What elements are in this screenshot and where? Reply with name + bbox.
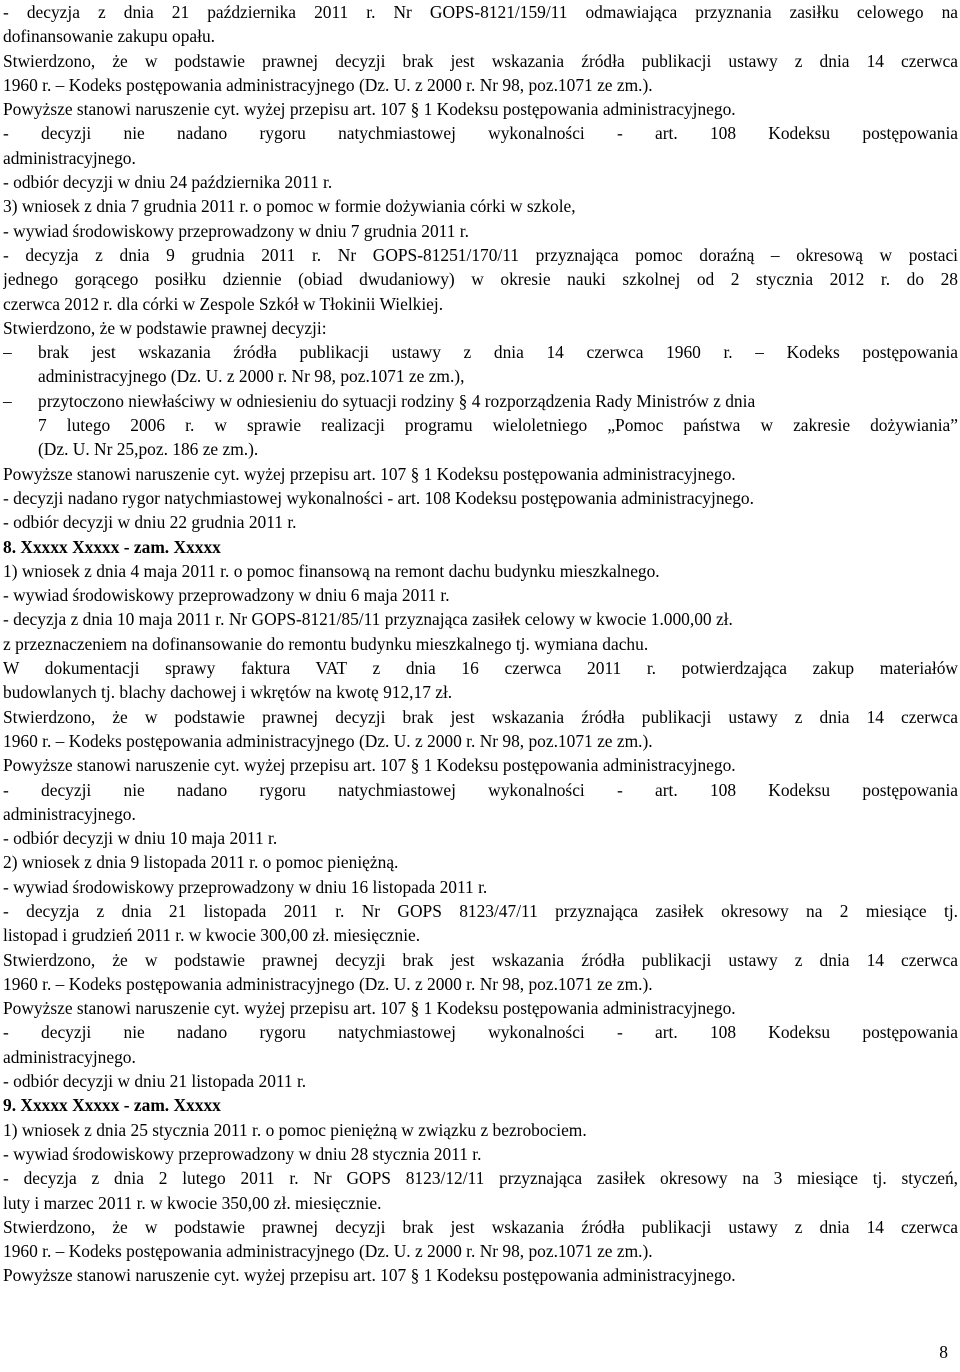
text-line: - wywiad środowiskowy przeprowadzony w dniu 16 listopada 2011 r.: [3, 876, 488, 897]
text-line: 1) wniosek z dnia 25 stycznia 2011 r. o pomoc pieniężną w związku z bezrobociem.: [3, 1119, 587, 1140]
text-line: [3, 340, 958, 364]
text-line: 1960 r. – Kodeks postępowania administracyjnego (Dz. U. z 2000 r. Nr 98, poz.1071 ze zm.).: [3, 1241, 653, 1262]
text-line: listopad i grudzień 2011 r. w kwocie 300,00 zł. miesięcznie.: [3, 925, 421, 946]
text-line: - decyzja z dnia 9 grudnia 2011 r. Nr GOPS-81251/170/11 przyznająca pomoc doraźną – okresową w postaci: [3, 244, 958, 265]
text-line: luty i marzec 2011 r. w kwocie 350,00 zł. miesięcznie.: [3, 1192, 382, 1213]
text-line: Powyższe stanowi naruszenie cyt. wyżej przepisu art. 107 § 1 Kodeksu postępowania administracyjnego.: [3, 99, 736, 120]
text-line: - wywiad środowiskowy przeprowadzony w dniu 6 maja 2011 r.: [3, 585, 450, 606]
text-line: Powyższe stanowi naruszenie cyt. wyżej przepisu art. 107 § 1 Kodeksu postępowania administracyjnego.: [3, 998, 736, 1019]
text-line: - decyzji nadano rygor natychmiastowej wykonalności - art. 108 Kodeksu postępowania administracyjnego.: [3, 487, 754, 508]
text-line: dofinansowanie zakupu opału.: [3, 26, 216, 47]
text-line: 1) wniosek z dnia 4 maja 2011 r. o pomoc finansową na remont dachu budynku mieszkalnego.: [3, 560, 660, 581]
text-line: (Dz. U. Nr 25,poz. 186 ze zm.).: [38, 439, 259, 460]
text-line: - decyzja z dnia 21 października 2011 r. Nr GOPS-8121/159/11 odmawiająca przyznania zasiłku celowego na: [3, 2, 958, 22]
text-line: - decyzji nie nadano rygoru natychmiastowej wykonalności - art. 108 Kodeksu postępowania: [3, 779, 958, 800]
text-line: Stwierdzono, że w podstawie prawnej decyzji brak jest wskazania źródła publikacji ustawy z dnia 14 czerwca: [3, 706, 958, 727]
text-line: administracyjnego.: [3, 1046, 136, 1067]
text-line: Powyższe stanowi naruszenie cyt. wyżej przepisu art. 107 § 1 Kodeksu postępowania administracyjnego.: [3, 755, 736, 776]
text-line: Powyższe stanowi naruszenie cyt. wyżej przepisu art. 107 § 1 Kodeksu postępowania administracyjnego.: [3, 463, 736, 484]
text-line: administracyjnego.: [3, 147, 136, 168]
text-line: [3, 389, 958, 413]
text-line: 3) wniosek z dnia 7 grudnia 2011 r. o pomoc w formie dożywiania córki w szkole,: [3, 196, 576, 217]
text-line: - wywiad środowiskowy przeprowadzony w dniu 7 grudnia 2011 r.: [3, 220, 469, 241]
text-line: 1960 r. – Kodeks postępowania administracyjnego (Dz. U. z 2000 r. Nr 98, poz.1071 ze zm.).: [3, 973, 653, 994]
text-line: - odbiór decyzji w dniu 24 października 2011 r.: [3, 172, 333, 193]
text-line: 7 lutego 2006 r. w sprawie realizacji programu wieloletniego „Pomoc państwa w zakresie dożywiania”: [38, 415, 958, 436]
section-heading: 9. Xxxxx Xxxxx - zam. Xxxxx: [3, 1095, 221, 1116]
document-body: [3, 0, 958, 1288]
text-line: 1960 r. – Kodeks postępowania administracyjnego (Dz. U. z 2000 r. Nr 98, poz.1071 ze zm.).: [3, 74, 653, 95]
text-line: administracyjnego.: [3, 803, 136, 824]
list-item-text: brak jest wskazania źródła publikacji ustawy z dnia 14 czerwca 1960 r. – Kodeks postępowania: [38, 342, 958, 363]
text-line: Powyższe stanowi naruszenie cyt. wyżej przepisu art. 107 § 1 Kodeksu postępowania administracyjnego.: [3, 1265, 736, 1286]
list-dash: –: [3, 390, 12, 411]
list-dash: –: [3, 342, 12, 363]
text-line: Stwierdzono, że w podstawie prawnej decyzji brak jest wskazania źródła publikacji ustawy z dnia 14 czerwca: [3, 1216, 958, 1237]
text-line: 1960 r. – Kodeks postępowania administracyjnego (Dz. U. z 2000 r. Nr 98, poz.1071 ze zm.).: [3, 730, 653, 751]
text-line: - decyzja z dnia 2 lutego 2011 r. Nr GOPS 8123/12/11 przyznająca zasiłek okresowy na 3 miesiące tj. styczeń,: [3, 1168, 958, 1189]
text-line: - wywiad środowiskowy przeprowadzony w dniu 28 stycznia 2011 r.: [3, 1143, 482, 1164]
text-line: z przeznaczeniem na dofinansowanie do remontu budynku mieszkalnego tj. wymiana dachu.: [3, 633, 649, 654]
text-line: - odbiór decyzji w dniu 21 listopada 2011 r.: [3, 1071, 307, 1092]
text-line: - odbiór decyzji w dniu 10 maja 2011 r.: [3, 828, 278, 849]
text-line: - odbiór decyzji w dniu 22 grudnia 2011 r.: [3, 512, 297, 533]
text-line: budowlanych tj. blachy dachowej i wkrętów na kwotę 912,17 zł.: [3, 682, 453, 703]
text-line: Stwierdzono, że w podstawie prawnej decyzji:: [3, 317, 327, 338]
text-line: administracyjnego (Dz. U. z 2000 r. Nr 98, poz.1071 ze zm.),: [38, 366, 465, 387]
page-number: 8: [939, 1342, 948, 1362]
text-line: - decyzja z dnia 10 maja 2011 r. Nr GOPS-8121/85/11 przyznająca zasiłek celowy w kwocie 1.000,00 zł.: [3, 609, 733, 630]
text-line: W dokumentacji sprawy faktura VAT z dnia 16 czerwca 2011 r. potwierdzająca zakup materiałów: [3, 658, 958, 679]
text-line: Stwierdzono, że w podstawie prawnej decyzji brak jest wskazania źródła publikacji ustawy z dnia 14 czerwca: [3, 50, 958, 71]
text-line: - decyzja z dnia 21 listopada 2011 r. Nr GOPS 8123/47/11 przyznająca zasiłek okresowy na 2 miesiące tj.: [3, 900, 958, 921]
list-item-text: przytoczono niewłaściwy w odniesieniu do sytuacji rodziny § 4 rozporządzenia Rady Ministrów z dnia: [38, 390, 756, 411]
section-heading: 8. Xxxxx Xxxxx - zam. Xxxxx: [3, 536, 221, 557]
text-line: czerwca 2012 r. dla córki w Zespole Szkół w Tłokinii Wielkiej.: [3, 293, 444, 314]
text-line: - decyzji nie nadano rygoru natychmiastowej wykonalności - art. 108 Kodeksu postępowania: [3, 1022, 958, 1043]
text-line: Stwierdzono, że w podstawie prawnej decyzji brak jest wskazania źródła publikacji ustawy z dnia 14 czerwca: [3, 949, 958, 970]
text-line: 2) wniosek z dnia 9 listopada 2011 r. o pomoc pieniężną.: [3, 852, 399, 873]
text-line: - decyzji nie nadano rygoru natychmiastowej wykonalności - art. 108 Kodeksu postępowania: [3, 123, 958, 144]
text-line: jednego gorącego posiłku dziennie (obiad dwudaniowy) w okresie nauki szkolnej od 2 stycznia 2012 r. do 28: [3, 269, 958, 290]
